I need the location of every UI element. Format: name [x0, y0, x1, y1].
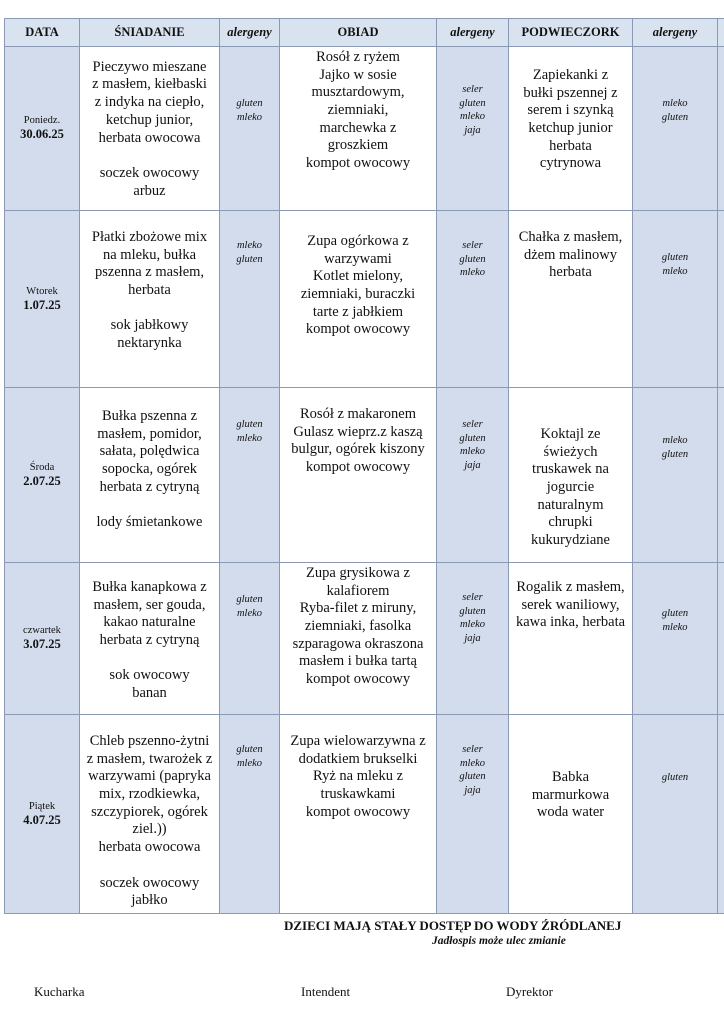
- snack-cell: Zapiekanki z bułki pszennej z serem i szynką ketchup junior herbata cytrynowa: [509, 47, 633, 211]
- table-row: [5, 715, 724, 914]
- header-allergens: alergeny: [220, 19, 280, 47]
- header-snack: PODWIECZORK: [509, 19, 633, 47]
- breakfast-cell: Pieczywo mieszane z masłem, kiełbaski z indyka na ciepło, ketchup junior, herbata owocowa soczek owocowy arbuz: [80, 47, 220, 211]
- weekly-menu-table: [4, 18, 724, 914]
- day-date: 4.07.25: [23, 812, 61, 827]
- date-cell: [5, 715, 80, 914]
- breakfast-cell: Bułka kanapkowa z masłem, ser gouda, kakao naturalne herbata z cytryną sok owocowy banan: [80, 563, 220, 715]
- breakfast-cell: Bułka pszenna z masłem, pomidor, sałata, polędwica sopocka, ogórek herbata z cytryną lody śmietankowe: [80, 388, 220, 563]
- lunch-allergens: seler gluten mleko jaja: [437, 563, 509, 715]
- header-extra: [718, 19, 724, 47]
- breakfast-allergens: mleko gluten: [220, 211, 280, 388]
- extra-cell: [718, 211, 724, 388]
- day-name: czwartek: [23, 625, 61, 637]
- extra-cell: [718, 47, 724, 211]
- day-date: 3.07.25: [23, 637, 61, 652]
- header-row: [5, 19, 724, 47]
- signature-director: Dyrektor: [506, 984, 553, 999]
- lunch-allergens: seler mleko gluten jaja: [437, 715, 509, 914]
- lunch-allergens: seler gluten mleko jaja: [437, 388, 509, 563]
- day-name: Środa: [29, 461, 55, 473]
- header-breakfast: ŚNIADANIE: [80, 19, 220, 47]
- snack-allergens: mleko gluten: [633, 388, 718, 563]
- extra-cell: [718, 563, 724, 715]
- signature-cook: Kucharka: [34, 984, 85, 999]
- table-row: [5, 47, 724, 211]
- header-lunch: OBIAD: [280, 19, 437, 47]
- header-allergens: alergeny: [437, 19, 509, 47]
- lunch-allergens: seler gluten mleko jaja: [437, 47, 509, 211]
- lunch-allergens: seler gluten mleko: [437, 211, 509, 388]
- lunch-cell: Zupa wielowarzywna z dodatkiem brukselki Ryż na mleku z truskawkami kompot owocowy: [280, 715, 437, 914]
- lunch-cell: Rosół z makaronem Gulasz wieprz.z kaszą bulgur, ogórek kiszony kompot owocowy: [280, 388, 437, 563]
- header-date: DATA: [5, 19, 80, 47]
- extra-cell: [718, 715, 724, 914]
- day-date: 30.06.25: [20, 127, 64, 142]
- breakfast-cell: Chleb pszenno-żytni z masłem, twarożek z warzywami (papryka mix, rzodkiewka, szczypiorek, ogórek ziel.)) herbata owocowa soczek owocowy jabłko: [80, 715, 220, 914]
- snack-cell: Chałka z masłem, dżem malinowy herbata: [509, 211, 633, 388]
- snack-cell: Rogalik z masłem, serek waniliowy, kawa inka, herbata: [509, 563, 633, 715]
- breakfast-allergens: gluten mleko: [220, 388, 280, 563]
- breakfast-allergens: gluten mleko: [220, 715, 280, 914]
- lunch-cell: Zupa grysikowa z kalafiorem Ryba-filet z miruny, ziemniaki, fasolka szparagowa okraszona masłem i bułka tartą kompot owocowy: [280, 563, 437, 715]
- day-name: Poniedz.: [23, 115, 61, 127]
- signature-steward: Intendent: [301, 984, 351, 999]
- table-row: [5, 563, 724, 715]
- lunch-cell: Zupa ogórkowa z warzywami Kotlet mielony, ziemniaki, buraczki tarte z jabłkiem kompot owocowy: [280, 211, 437, 388]
- breakfast-cell: Płatki zbożowe mix na mleku, bułka pszenna z masłem, herbata sok jabłkowy nektarynka: [80, 211, 220, 388]
- table-row: [5, 388, 724, 563]
- snack-allergens: gluten: [633, 715, 718, 914]
- day-name: Piątek: [28, 800, 56, 812]
- day-date: 2.07.25: [23, 473, 61, 488]
- header-allergens: alergeny: [633, 19, 718, 47]
- breakfast-allergens: gluten mleko: [220, 47, 280, 211]
- menu-change-note: Jadłospis może ulec zmianie: [432, 935, 566, 947]
- snack-allergens: gluten mleko: [633, 211, 718, 388]
- breakfast-allergens: gluten mleko: [220, 563, 280, 715]
- snack-cell: Babka marmurkowa woda water: [509, 715, 633, 914]
- day-name: Wtorek: [26, 285, 58, 297]
- extra-cell: [718, 388, 724, 563]
- date-cell: [5, 563, 80, 715]
- snack-cell: Koktajl ze świeżych truskawek na jogurcie naturalnym chrupki kukurydziane: [509, 388, 633, 563]
- date-cell: [5, 47, 80, 211]
- snack-allergens: gluten mleko: [633, 563, 718, 715]
- table-row: [5, 211, 724, 388]
- date-cell: [5, 388, 80, 563]
- day-date: 1.07.25: [23, 297, 61, 312]
- date-cell: [5, 211, 80, 388]
- lunch-cell: Rosół z ryżem Jajko w sosie musztardowym, ziemniaki, marchewka z groszkiem kompot owocowy: [280, 47, 437, 211]
- water-note: DZIECI MAJĄ STAŁY DOSTĘP DO WODY ŹRÓDLANEJ: [284, 918, 622, 933]
- snack-allergens: mleko gluten: [633, 47, 718, 211]
